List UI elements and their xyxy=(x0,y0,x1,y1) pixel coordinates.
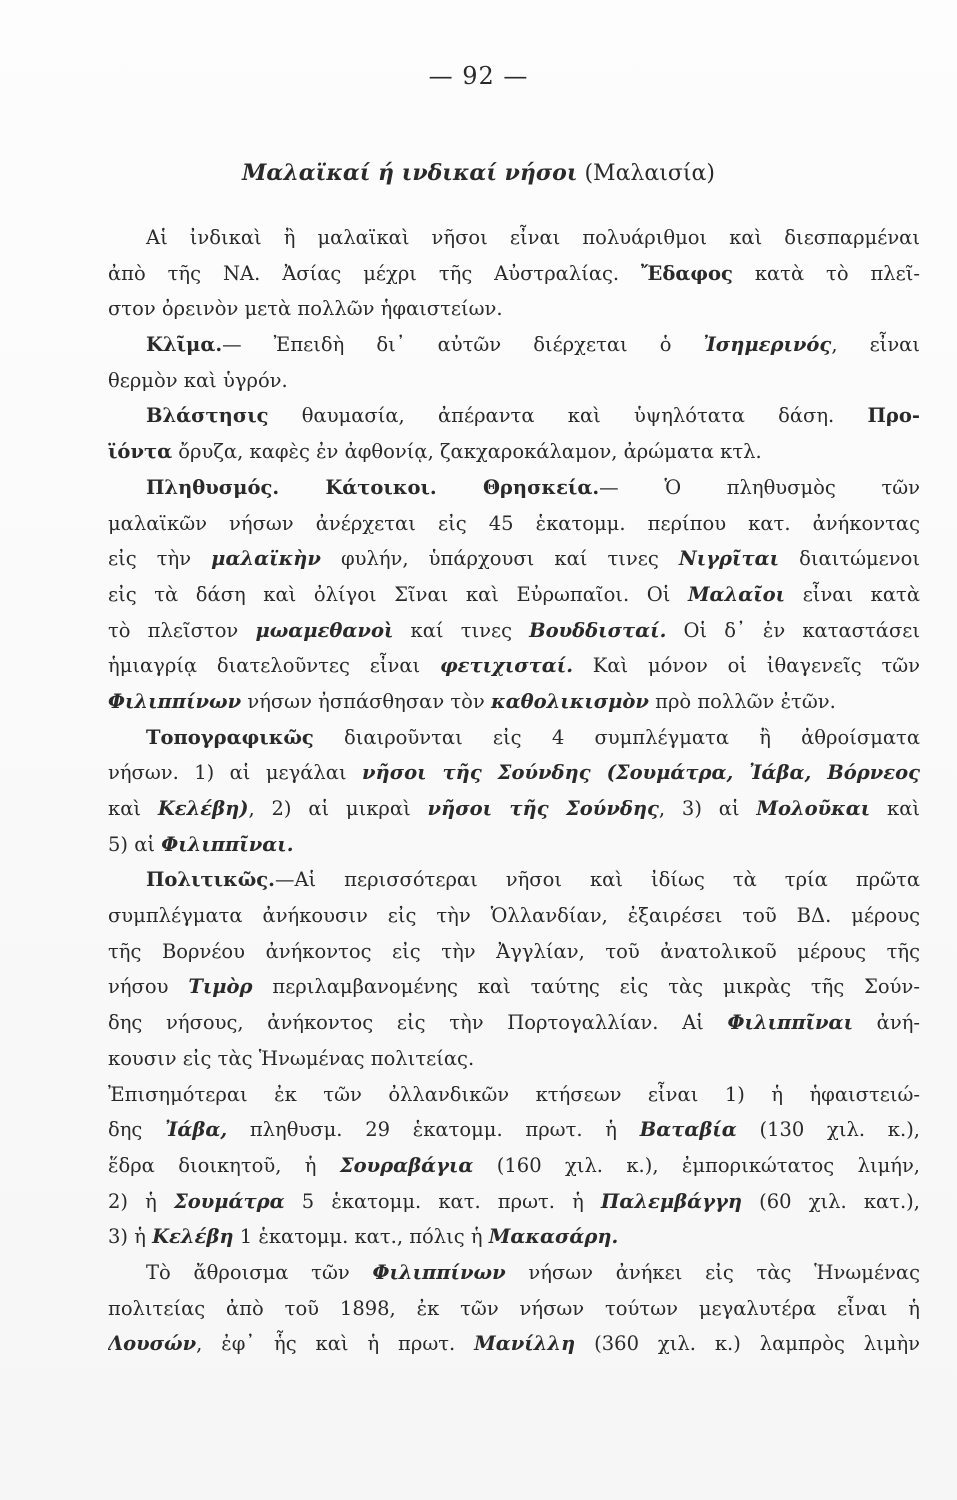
section-title-plain: (Μαλαισία) xyxy=(577,161,715,186)
body-text xyxy=(108,220,920,1362)
text-line: Πολιτικῶς.—Αἱ περισσότεραι νῆσοι καὶ ἰδίως τὰ τρία πρῶτα xyxy=(146,868,920,892)
text-line: Βλάστησις θαυμασία, ἀπέραντα καὶ ὑψηλότατα δάση. Προ- xyxy=(146,404,920,428)
text-line: πολιτείας ἀπὸ τοῦ 1898, ἐκ τῶν νήσων τούτων μεγαλυτέρα εἶναι ἡ xyxy=(108,1296,920,1320)
text-line: Κλῖμα.— Ἐπειδὴ δι᾽ αὐτῶν διέρχεται ὁ Ἰσημερινός, εἶναι xyxy=(146,333,920,357)
text-line: Πληθυσμός. Κάτοικοι. Θρησκεία.— Ὁ πληθυσμὸς τῶν xyxy=(146,475,920,499)
text-line: Λουσών, ἐφ᾽ ἧς καὶ ἡ πρωτ. Μανίλλη (360 χιλ. κ.) λαμπρὸς λιμὴν xyxy=(108,1332,920,1356)
text-line: καὶ Κελέβη), 2) αἱ μικραὶ νῆσοι τῆς Σούνδης, 3) αἱ Μολοῦκαι καὶ xyxy=(108,797,920,820)
text-line: ἡμιαγρίᾳ διατελοῦντες εἶναι φετιχισταί. Καὶ μόνον οἱ ἰθαγενεῖς τῶν xyxy=(108,654,920,678)
text-line: τῆς Βορνέου ἀνήκοντος εἰς τὴν Ἀγγλίαν, τοῦ ἀνατολικοῦ μέρους τῆς xyxy=(108,939,920,963)
text-line: ϊόντα ὄρυζα, καφὲς ἐν ἀφθονίᾳ, ζακχαροκάλαμον, ἀρώματα κτλ. xyxy=(108,440,762,464)
text-line: 3) ἡ Κελέβη 1 ἑκατομμ. κατ., πόλις ἡ Μακασάρη. xyxy=(108,1225,619,1249)
text-line: νήσων. 1) αἱ μεγάλαι νῆσοι τῆς Σούνδης (Σουμάτρα, Ἰάβα, Βόρνεος xyxy=(108,761,920,785)
text-line: κουσιν εἰς τὰς Ἡνωμένας πολιτείας. xyxy=(108,1046,475,1070)
text-line: 5) αἱ Φιλιππῖναι. xyxy=(108,832,294,856)
text-line: ἀπὸ τῆς ΝΑ. Ἀσίας μέχρι τῆς Αὐστραλίας. Ἔδαφος κατὰ τὸ πλεῖ- xyxy=(108,261,920,285)
text-line: 2) ἡ Σουμάτρα 5 ἑκατομμ. κατ. πρωτ. ἡ Παλεμβάγγη (60 χιλ. κατ.), xyxy=(108,1189,920,1213)
text-line: στον ὀρεινὸν μετὰ πολλῶν ἡφαιστείων. xyxy=(108,297,503,321)
text-line: μαλαϊκῶν νήσων ἀνέρχεται εἰς 45 ἑκατομμ. περίπου κατ. ἀνήκοντας xyxy=(108,511,920,535)
text-line: νήσου Τιμὸρ περιλαμβανομένης καὶ ταύτης εἰς τὰς μικρὰς τῆς Σούν- xyxy=(108,975,920,999)
text-line: Αἱ ἰνδικαὶ ἢ μαλαϊκαὶ νῆσοι εἶναι πολυάριθμοι καὶ διεσπαρμέναι xyxy=(146,226,920,249)
text-line: τὸ πλεῖστον μωαμεθανοὶ καί τινες Βουδδισταί. Οἱ δ᾽ ἐν καταστάσει xyxy=(108,618,920,642)
text-line: ἕδρα διοικητοῦ, ἡ Σουραβάγια (160 χιλ. κ.), ἐμπορικώτατος λιμήν, xyxy=(108,1153,920,1177)
text-line: εἰς τὴν μαλαϊκὴν φυλήν, ὑπάρχουσι καί τινες Νιγρῖται διαιτώμενοι xyxy=(108,547,920,571)
text-line: συμπλέγματα ἀνήκουσιν εἰς τὴν Ὁλλανδίαν, ἐξαιρέσει τοῦ ΒΔ. μέρους xyxy=(108,904,920,928)
text-line: δης νήσους, ἀνήκοντος εἰς τὴν Πορτογαλλίαν. Αἱ Φιλιππῖναι ἀνή- xyxy=(108,1011,920,1035)
text-line: εἰς τὰ δάση καὶ ὀλίγοι Σῖναι καὶ Εὐρωπαῖοι. Οἱ Μαλαῖοι εἶναι κατὰ xyxy=(108,582,920,606)
text-line: δης Ἰάβα, πληθυσμ. 29 ἑκατομμ. πρωτ. ἡ Βαταβία (130 χιλ. κ.), xyxy=(108,1118,920,1142)
section-title-bold: Μαλαϊκαί ή ινδικαί νήσοι xyxy=(242,160,578,186)
text-line: Ἐπισημότεραι ἐκ τῶν ὀλλανδικῶν κτήσεων εἶναι 1) ἡ ἡφαιστειώ- xyxy=(108,1082,920,1106)
section-title xyxy=(0,160,957,186)
text-line: θερμὸν καὶ ὑγρόν. xyxy=(108,368,288,392)
text-line: Τὸ ἄθροισμα τῶν Φιλιππίνων νήσων ἀνήκει εἰς τὰς Ἡνωμένας xyxy=(146,1260,920,1284)
page-number: — 92 — xyxy=(428,62,529,90)
text-line: Φιλιππίνων νήσων ἠσπάσθησαν τὸν καθολικισμὸν πρὸ πολλῶν ἐτῶν. xyxy=(108,689,836,713)
text-line: Τοπογραφικῶς διαιροῦνται εἰς 4 συμπλέγματα ἢ ἀθροίσματα xyxy=(146,725,920,749)
